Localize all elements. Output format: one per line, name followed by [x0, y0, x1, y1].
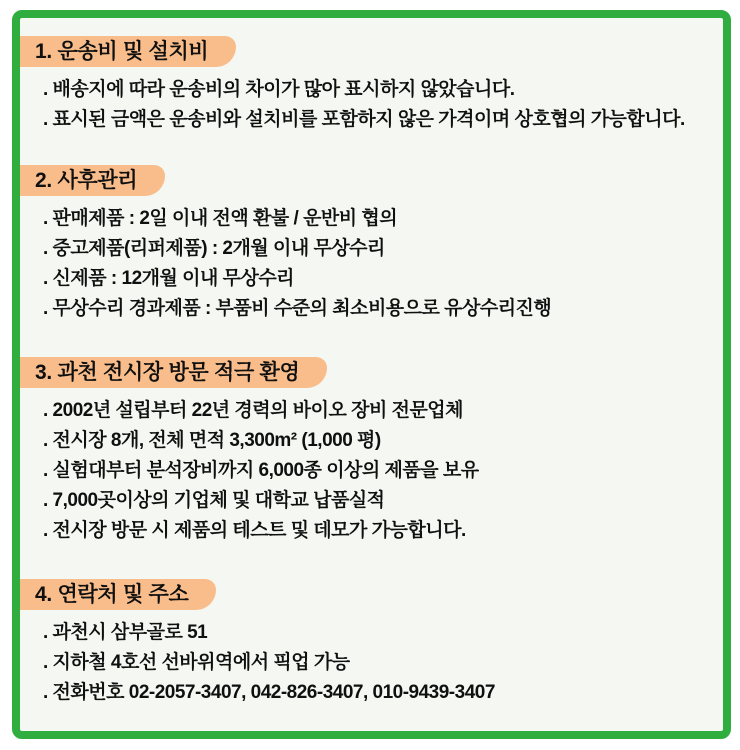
notice-line: . 중고제품(리퍼제품) : 2개월 이내 무상수리 — [43, 238, 385, 259]
notice-line: . 2002년 설립부터 22년 경력의 바이오 장비 전문업체 — [43, 400, 464, 421]
section-contact-address — [20, 579, 723, 708]
notice-line: . 과천시 삼부골로 51 — [43, 622, 208, 643]
section-title: 4. 연락처 및 주소 — [35, 583, 189, 606]
notice-line: . 실험대부터 분석장비까지 6,000종 이상의 제품을 보유 — [43, 460, 479, 481]
notice-line: . 배송지에 따라 운송비의 차이가 많아 표시하지 않았습니다. — [43, 79, 515, 100]
section-title: 2. 사후관리 — [35, 169, 138, 192]
section-lines — [20, 618, 723, 708]
section-title: 1. 운송비 및 설치비 — [35, 40, 209, 63]
section-lines — [20, 204, 723, 324]
section-showroom-visit — [20, 357, 723, 546]
section-after-sales — [20, 165, 723, 324]
notice-line: . 표시된 금액은 운송비와 설치비를 포함하지 않은 가격이며 상호협의 가능합니다. — [43, 109, 685, 130]
section-title-badge — [20, 579, 216, 610]
notice-panel — [12, 10, 731, 739]
notice-line: . 판매제품 : 2일 이내 전액 환불 / 운반비 협의 — [43, 208, 398, 229]
section-title-badge — [20, 165, 165, 196]
section-lines — [20, 396, 723, 546]
section-title-badge — [20, 36, 236, 67]
notice-line: . 7,000곳이상의 기업체 및 대학교 납품실적 — [43, 490, 385, 511]
section-shipping-installation — [20, 36, 723, 135]
notice-line: . 지하철 4호선 선바위역에서 픽업 가능 — [43, 652, 350, 673]
notice-line: . 전화번호 02-2057-3407, 042-826-3407, 010-9439-3407 — [43, 682, 495, 703]
section-title: 3. 과천 전시장 방문 적극 환영 — [35, 361, 300, 384]
notice-line: . 전시장 방문 시 제품의 테스트 및 데모가 가능합니다. — [43, 520, 466, 541]
section-lines — [20, 75, 723, 135]
section-title-badge — [20, 357, 327, 388]
notice-line: . 무상수리 경과제품 : 부품비 수준의 최소비용으로 유상수리진행 — [43, 298, 552, 319]
notice-line: . 신제품 : 12개월 이내 무상수리 — [43, 268, 295, 289]
notice-line: . 전시장 8개, 전체 면적 3,300m² (1,000 평) — [43, 430, 381, 451]
